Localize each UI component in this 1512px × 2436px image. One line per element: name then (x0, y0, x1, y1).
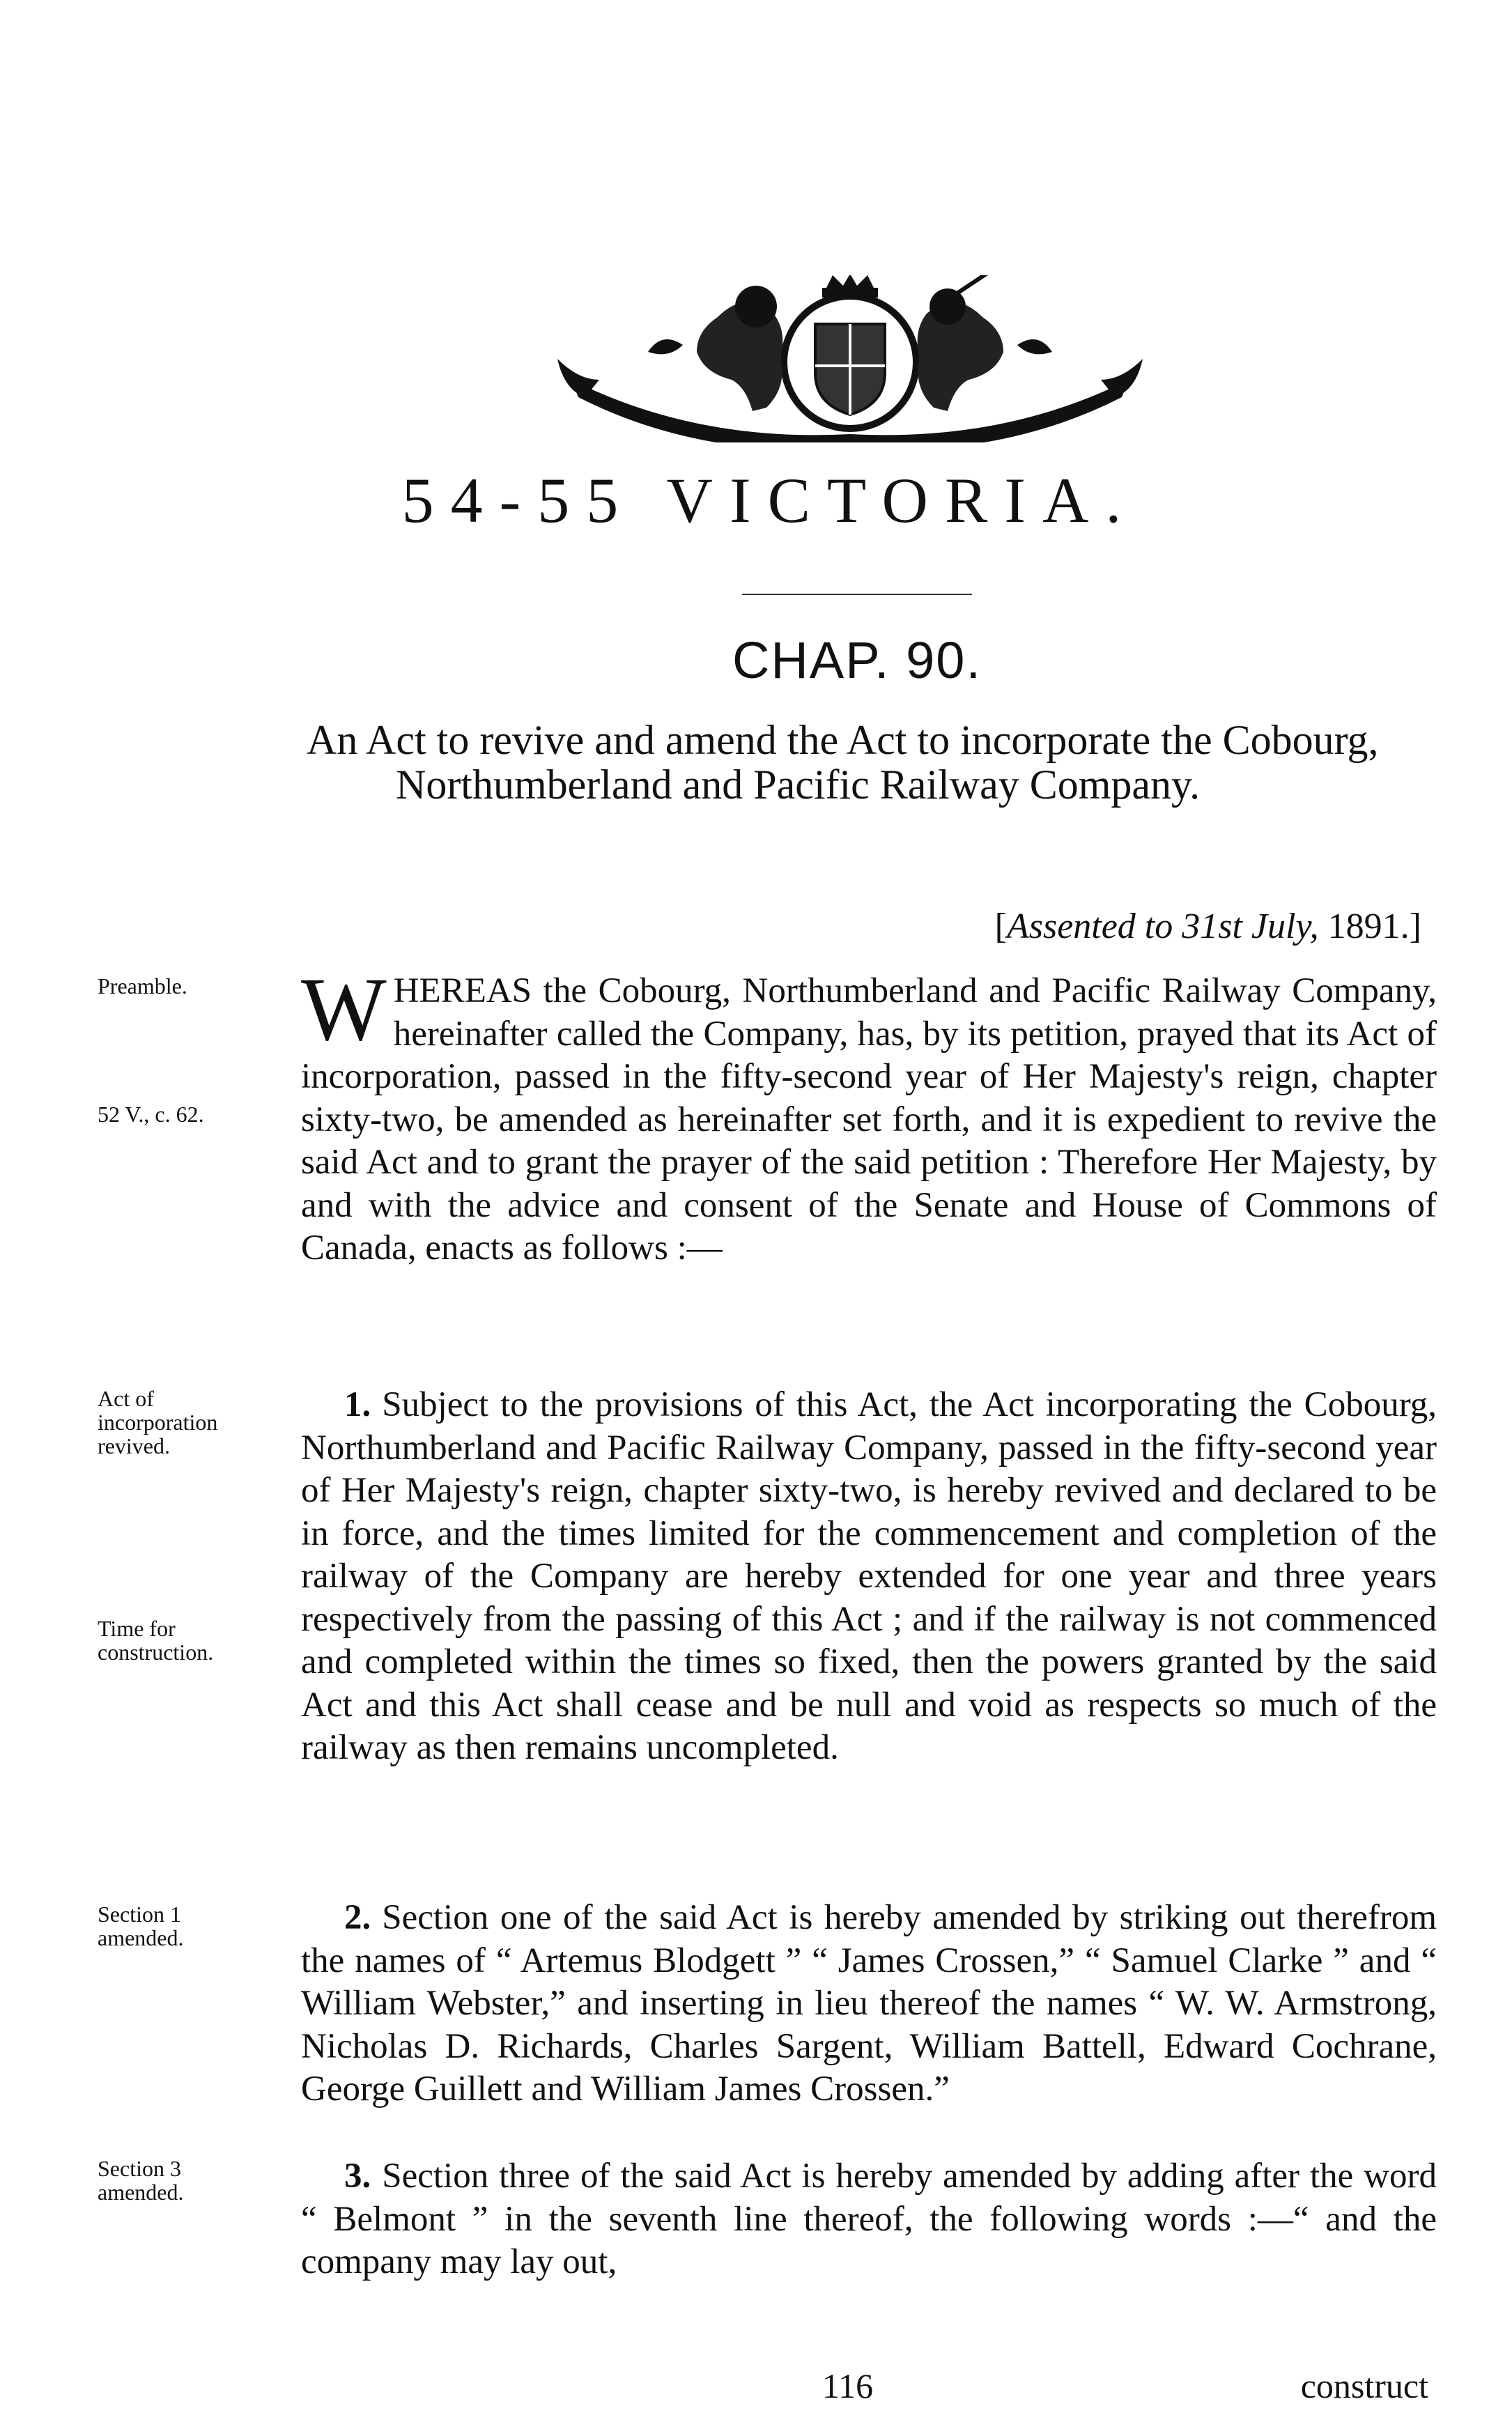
royal-coat-of-arms-icon (557, 275, 1143, 442)
section-text: Section one of the said Act is hereby amended by striking out therefrom the names of “ Artemus Blodgett ” “ James Crossen,” “ Samuel Clarke ” and “ William Webster,” and inserting in lieu thereof the names “ W. W. Armstrong, Nicholas D. Richards, Charles Sargent, William Battell, Edward Cochrane, George Guillett and William James Crossen.” (301, 1898, 1437, 2109)
section-number: 3. (344, 2157, 371, 2196)
assent-date (995, 906, 1421, 947)
section-text: Section three of the said Act is hereby amended by adding after the word “ Belmont ” in the seventh line thereof, the following words :—“ and the company may lay out, (301, 2157, 1437, 2281)
title-divider (742, 594, 972, 595)
chapter-number: CHAP. 90. (732, 631, 982, 689)
volume-title: 54-55 VICTORIA. (401, 465, 1139, 536)
assent-italic: Assented to 31st July, (1006, 907, 1319, 946)
margin-note-preamble: Preamble. (98, 973, 187, 999)
margin-note-statute-ref: 52 V., c. 62. (98, 1102, 204, 1127)
preamble-text: HEREAS the Cobourg, Northumberland and Pacific Railway Company, hereinafter called the Company, has, by its petition, prayed that its Act of incorporation, passed in the fifty-second year of Her Majesty's reign, chapter sixty-two, be amended as hereinafter set forth, and it is expedient to revive the said Act and to grant the prayer of the said petition : Therefore Her Majesty, by and with the advice and consent of the Senate and House of Commons of Canada, enacts as follows :— (301, 971, 1437, 1267)
section-3 (301, 2155, 1437, 2284)
assent-suffix: 1891.] (1318, 907, 1421, 946)
margin-note-act-revived: Act of incorporation revived. (98, 1386, 218, 1458)
page-number: 116 (822, 2366, 874, 2405)
dropcap: W (301, 959, 387, 1060)
section-number: 1. (344, 1385, 371, 1424)
section-text: Subject to the provisions of this Act, the Act incorporating the Cobourg, Northumberland and Pacific Railway Company, passed in the fifty-second year of Her Majesty's reign, chapter sixty-two, is hereby revived and declared to be in force, and the times limited for the commencement and completion of the railway of the Company are hereby extended for one year and three years respectively from the passing of this Act ; and if the railway is not commenced and completed within the times so fixed, then the powers granted by the said Act and this Act shall cease and be null and void as respects so much of the railway as then remains uncompleted. (301, 1385, 1437, 1767)
catchword: construct (1300, 2366, 1428, 2405)
section-1 (301, 1384, 1437, 1770)
margin-note-section1-amended: Section 1 amended. (98, 1902, 184, 1950)
margin-note-time-construction: Time for construction. (98, 1616, 214, 1665)
preamble-paragraph (301, 959, 1437, 1270)
margin-note-section3-amended: Section 3 amended. (98, 2156, 184, 2205)
section-number: 2. (344, 1898, 371, 1937)
assent-prefix: [ (994, 907, 1007, 946)
act-long-title: An Act to revive and amend the Act to incorporate the Cobourg, Northumberland and Pacific Railway Company. (307, 717, 1379, 808)
section-2 (301, 1897, 1437, 2111)
